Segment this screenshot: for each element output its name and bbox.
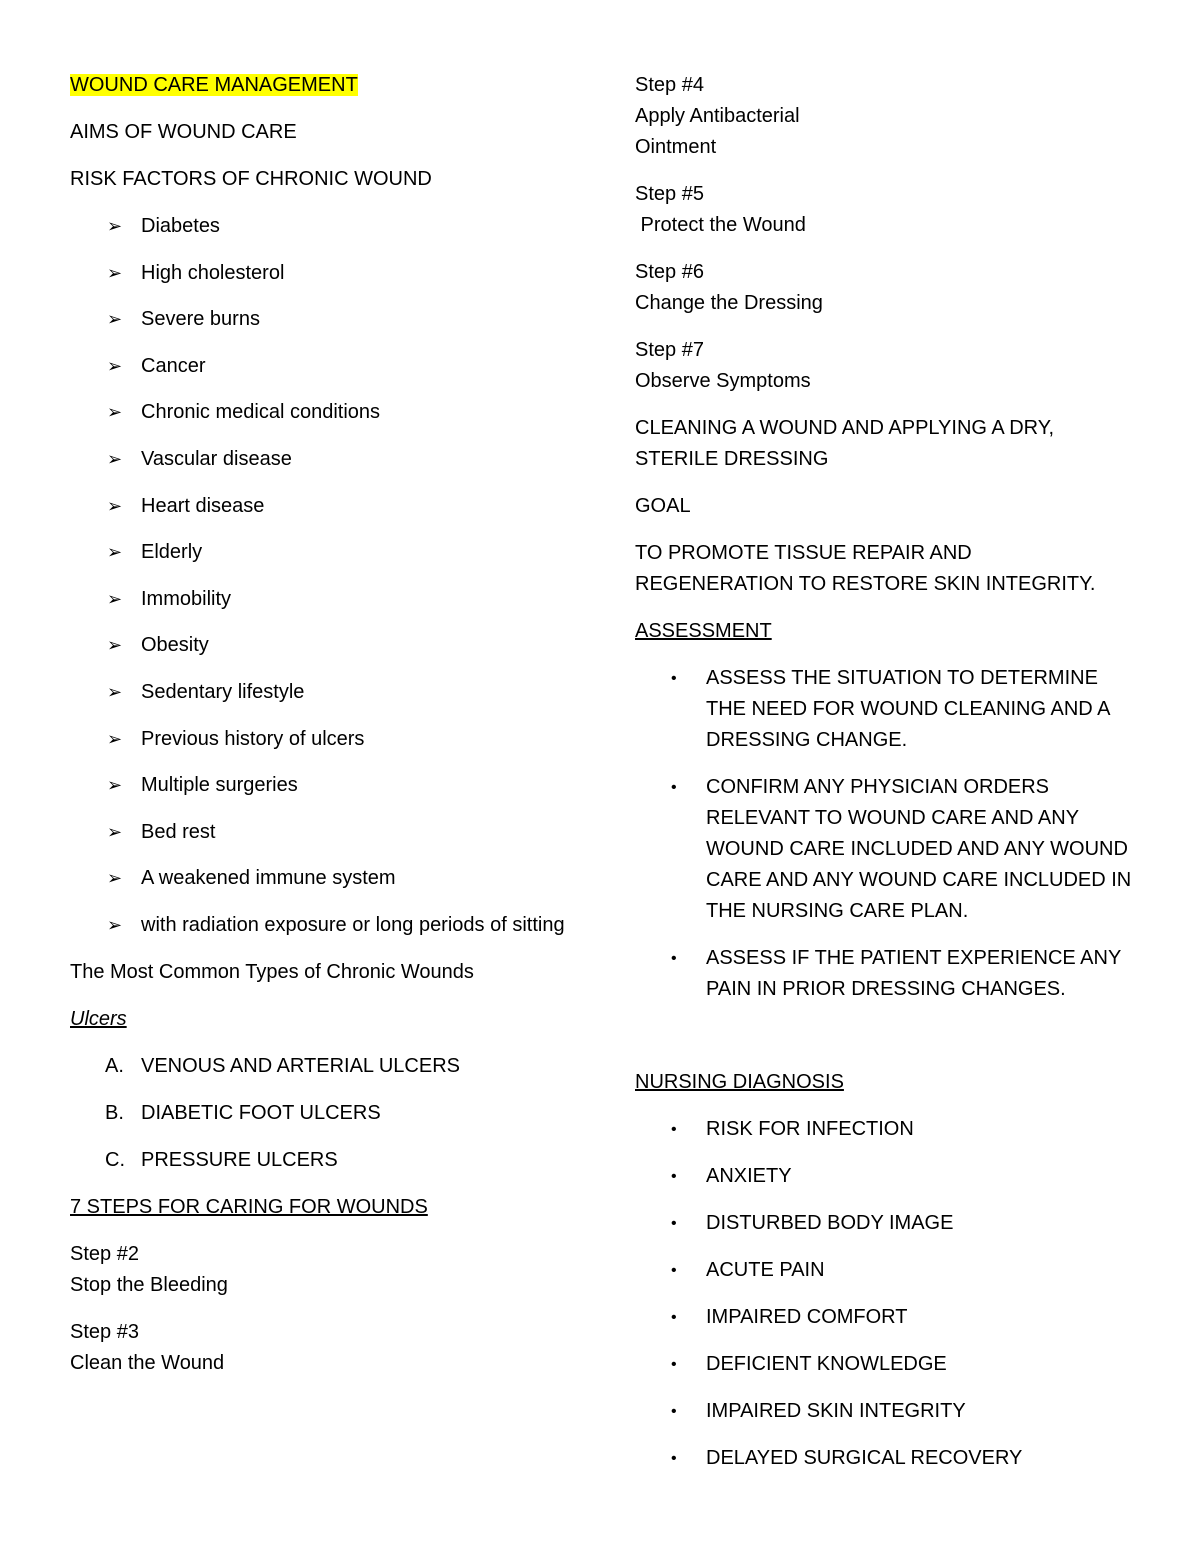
goal-text: TO PROMOTE TISSUE REPAIR AND REGENERATION TO RESTORE SKIN INTEGRITY. — [635, 542, 1096, 595]
document-title: WOUND CARE MANAGEMENT — [70, 74, 358, 96]
aims-heading: AIMS OF WOUND CARE — [70, 121, 297, 143]
list-item: • DISTURBED BODY IMAGE — [635, 1208, 1135, 1239]
step-text: Change the Dressing — [635, 292, 823, 314]
list-item: B. DIABETIC FOOT ULCERS — [70, 1098, 570, 1129]
list-item: • ACUTE PAIN — [635, 1255, 1135, 1286]
list-item: • DELAYED SURGICAL RECOVERY — [635, 1443, 1135, 1474]
step-label: Step #6 — [635, 261, 704, 283]
bullet-icon: • — [671, 779, 677, 796]
arrow-bullet-icon: ➢ — [107, 216, 123, 236]
ulcers-heading: Ulcers — [70, 1007, 127, 1030]
list-letter: A. — [105, 1054, 124, 1077]
cleaning-heading: CLEANING A WOUND AND APPLYING A DRY, STERILE DRESSING — [635, 417, 1055, 470]
list-item: ➢ Cancer — [70, 351, 570, 382]
arrow-bullet-icon: ➢ — [107, 448, 123, 469]
step-label: Step #7 — [635, 339, 704, 361]
list-item: • IMPAIRED SKIN INTEGRITY — [635, 1396, 1135, 1427]
step-label: Step #4 — [635, 74, 704, 96]
bullet-icon: • — [671, 1450, 677, 1467]
step-label: Step #3 — [70, 1320, 139, 1343]
list-item: ➢ Bed rest — [70, 817, 570, 848]
nursing-diagnosis-heading: NURSING DIAGNOSIS — [635, 1071, 844, 1093]
bullet-icon: • — [671, 1403, 677, 1420]
bullet-icon: • — [671, 1121, 677, 1138]
spacer — [635, 1021, 1135, 1067]
list-item: • IMPAIRED COMFORT — [635, 1302, 1135, 1333]
bullet-icon: • — [671, 1356, 677, 1373]
nursing-diagnosis-list — [635, 1114, 1135, 1474]
types-heading: The Most Common Types of Chronic Wounds — [70, 960, 474, 983]
arrow-bullet-icon: ➢ — [107, 542, 123, 563]
risk-factors-list — [70, 211, 570, 941]
list-item: • ASSESS THE SITUATION TO DETERMINE THE NEED FOR WOUND CLEANING AND A DRESSING CHANGE. — [635, 663, 1135, 756]
step-text: Stop the Bleeding — [70, 1273, 228, 1296]
assessment-heading: ASSESSMENT — [635, 620, 772, 642]
arrow-bullet-icon: ➢ — [107, 262, 123, 283]
arrow-bullet-icon: ➢ — [107, 728, 123, 749]
list-item: • RISK FOR INFECTION — [635, 1114, 1135, 1145]
list-item: C. PRESSURE ULCERS — [70, 1145, 570, 1176]
goal-heading: GOAL — [635, 495, 691, 517]
arrow-bullet-icon: ➢ — [107, 635, 123, 656]
risk-factors-heading: RISK FACTORS OF CHRONIC WOUND — [70, 168, 432, 190]
assessment-list — [635, 663, 1135, 1005]
list-item: ➢ A weakened immune system — [70, 863, 570, 894]
bullet-icon: • — [671, 1262, 677, 1279]
arrow-bullet-icon: ➢ — [107, 868, 123, 889]
step-text: Protect the Wound — [635, 214, 806, 236]
arrow-bullet-icon: ➢ — [107, 588, 123, 609]
step-block — [635, 335, 1135, 397]
list-item: • ASSESS IF THE PATIENT EXPERIENCE ANY PAIN IN PRIOR DRESSING CHANGES. — [635, 943, 1135, 1005]
ulcer-types-list — [70, 1051, 570, 1176]
list-item: ➢ Heart disease — [70, 491, 570, 522]
list-item: ➢ with radiation exposure or long periods of sitting — [70, 910, 570, 941]
arrow-bullet-icon: ➢ — [107, 821, 123, 842]
step-block — [635, 70, 1135, 163]
arrow-bullet-icon: ➢ — [107, 402, 123, 423]
list-item: • DEFICIENT KNOWLEDGE — [635, 1349, 1135, 1380]
bullet-icon: • — [671, 670, 677, 687]
arrow-bullet-icon: ➢ — [107, 681, 123, 702]
list-letter: B. — [105, 1101, 124, 1124]
step-block — [70, 1239, 570, 1301]
step-block — [635, 257, 1135, 319]
arrow-bullet-icon: ➢ — [107, 309, 123, 330]
list-item: A. VENOUS AND ARTERIAL ULCERS — [70, 1051, 570, 1082]
list-item: • ANXIETY — [635, 1161, 1135, 1192]
list-item: • CONFIRM ANY PHYSICIAN ORDERS RELEVANT TO WOUND CARE AND ANY WOUND CARE INCLUDED AND ANY WOUND CARE AND ANY WOUND CARE INCLUDED IN THE NURSING CARE PLAN. — [635, 772, 1135, 927]
right-column — [635, 70, 1135, 1490]
bullet-icon: • — [671, 1168, 677, 1185]
list-item: ➢ Chronic medical conditions — [70, 397, 570, 428]
list-item: ➢ Diabetes — [70, 211, 570, 242]
list-item: ➢ Previous history of ulcers — [70, 724, 570, 755]
steps-heading: 7 STEPS FOR CARING FOR WOUNDS — [70, 1195, 428, 1218]
list-item: ➢ High cholesterol — [70, 258, 570, 289]
step-label: Step #2 — [70, 1242, 139, 1265]
bullet-icon: • — [671, 1309, 677, 1326]
arrow-bullet-icon: ➢ — [107, 355, 123, 376]
step-text: Apply Antibacterial — [635, 105, 800, 127]
list-item: ➢ Obesity — [70, 630, 570, 661]
list-item: ➢ Immobility — [70, 584, 570, 615]
list-item: ➢ Sedentary lifestyle — [70, 677, 570, 708]
arrow-bullet-icon: ➢ — [107, 914, 123, 935]
list-item: ➢ Multiple surgeries — [70, 770, 570, 801]
step-label: Step #5 — [635, 183, 704, 205]
left-column — [70, 70, 570, 1395]
list-item: ➢ Elderly — [70, 537, 570, 568]
arrow-bullet-icon: ➢ — [107, 495, 123, 516]
list-letter: C. — [105, 1148, 125, 1171]
step-block — [635, 179, 1135, 241]
arrow-bullet-icon: ➢ — [107, 775, 123, 796]
bullet-icon: • — [671, 950, 677, 967]
bullet-icon: • — [671, 1215, 677, 1232]
step-block — [70, 1317, 570, 1379]
list-item: ➢ Vascular disease — [70, 444, 570, 475]
step-text: Observe Symptoms — [635, 370, 811, 392]
step-text-continued: Ointment — [635, 136, 717, 158]
step-text: Clean the Wound — [70, 1351, 225, 1374]
list-item: ➢ Severe burns — [70, 304, 570, 335]
